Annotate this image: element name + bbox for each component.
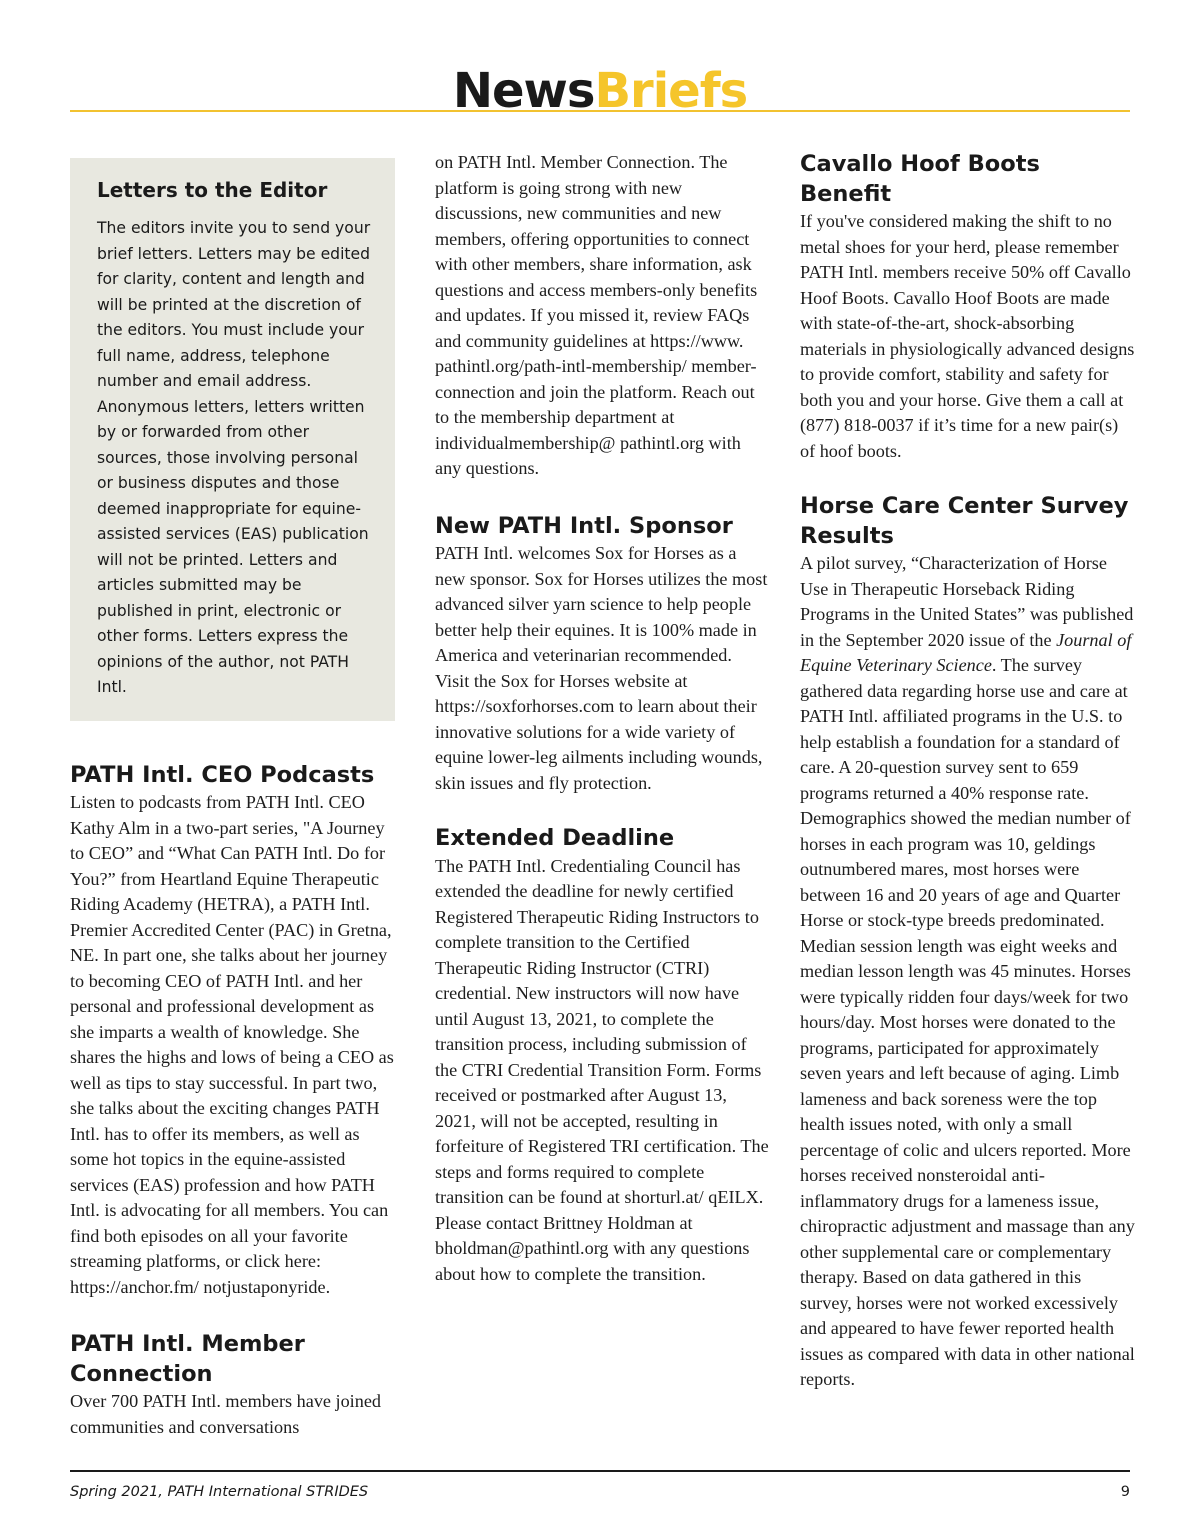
- deadline-body: The PATH Intl. Credentialing Council has extended the deadline for newly certified Registered Therapeutic Riding Instructors to complete transition to the Certified Therapeutic Riding Instructor (CTRI) credential. New instructors will now have until August 13, 2021, to complete the transition process, including submission of the CTRI Credential Transition Form. Forms received or postmarked after August 13, 2021, will not be accepted, resulting in forfeiture of Registered TRI certification. The steps and forms required to complete transition can be found at shorturl.at/ qEILX. Please contact Brittney Holdman at bholdman@pathintl.org with any questions about how to complete the transition.: [435, 855, 769, 1284]
- sponsor-heading: New PATH Intl. Sponsor: [435, 512, 733, 539]
- deadline-heading: Extended Deadline: [435, 825, 675, 851]
- footer-publication: Spring 2021, PATH International STRIDES: [70, 1484, 369, 1500]
- survey-journal-title: Journal of Equine Veterinary Science: [800, 629, 1132, 675]
- member-connection-heading: PATH Intl. Member Connection: [70, 1331, 305, 1387]
- survey-body-intro: A pilot survey, “Characterization of Horse Use in Therapeutic Horseback Riding Programs in the United States” was published in the September 2020 issue of the: [800, 553, 1134, 650]
- column-right: [800, 150, 1135, 1393]
- cavallo-heading: Cavallo Hoof Boots Benefit: [800, 151, 1040, 207]
- masthead: [70, 62, 1130, 119]
- survey-body-rest: . The survey gathered data regarding horse use and care at PATH Intl. affiliated programs in the U.S. to help establish a foundation for a standard of care. A 20-question survey sent to 659 programs returned a 40% response rate. Demographics showed the median number of horses in each program was 10, geldings outnumbered mares, most horses were between 16 and 20 years of age and Quarter Horse or stock-type breeds predominated. Median session length was eight weeks and median lesson length was 45 minutes. Horses were typically ridden four days/week for two hours/day. Most horses were donated to the programs, participated for approximately seven years and left because of aging. Limb lameness and back soreness were the top health issues noted, with only a small percentage of colic and ulcers reported. More horses received nonsteroidal anti-inflammatory drugs for a lameness issue, chiropractic adjustment and massage than any other supplemental care or complementary therapy. Based on data gathered in this survey, horses were not worked excessively and appeared to have fewer reported health issues as compared with data in other national reports.: [800, 655, 1135, 1389]
- letters-heading: Letters to the Editor: [97, 178, 328, 202]
- title-briefs: Briefs: [594, 63, 748, 119]
- podcasts-body: Listen to podcasts from PATH Intl. CEO Kathy Alm in a two-part series, "A Journey to CEO” and “What Can PATH Intl. Do for You?” from Heartland Equine Therapeutic Riding Academy (HETRA), a PATH Intl. Premier Accredited Center (PAC) in Gretna, NE. In part one, she talks about her journey to becoming CEO of PATH Intl. and her personal and professional development as she imparts a wealth of knowledge. She shares the highs and lows of being a CEO as well as tips to stay successful. In part two, she talks about the exciting changes PATH Intl. has to offer its members, as well as some hot topics in the equine-assisted services (EAS) profession and how PATH Intl. is advocating for all members. You can find both episodes on all your favorite streaming platforms, or click here: https://anchor.fm/ notjustaponyride.: [70, 792, 394, 1297]
- section-new-sponsor: [435, 512, 770, 797]
- section-extended-deadline: [435, 824, 770, 1287]
- survey-body: [800, 551, 1135, 1393]
- section-horse-care-survey: [800, 492, 1135, 1393]
- sponsor-body: PATH Intl. welcomes Sox for Horses as a new sponsor. Sox for Horses utilizes the most advanced silver yarn science to help people better help their equines. It is 100% made in America and veterinarian recommended. Visit the Sox for Horses website at https://soxforhorses.com to learn about their innovative solutions for a wide variety of equine lower-leg ailments including wounds, skin issues and fly protection.: [435, 543, 768, 793]
- podcasts-heading: PATH Intl. CEO Podcasts: [70, 761, 375, 788]
- section-member-connection: [70, 1330, 402, 1440]
- cavallo-body: If you've considered making the shift to no metal shoes for your herd, please remember PATH Intl. members receive 50% off Cavallo Hoof Boots. Cavallo Hoof Boots are made with state-of-the-art, shock-absorbing materials in physiologically advanced designs to provide comfort, stability and safety for both you and your horse. Give them a call at (877) 818-0037 if it’s time for a new pair(s) of hoof boots.: [800, 211, 1135, 461]
- section-ceo-podcasts: [70, 761, 402, 1301]
- column-left: [70, 150, 402, 1440]
- member-connection-body-part2: on PATH Intl. Member Connection. The platform is going strong with new discussions, new communities and new members, offering opportunities to connect with other members, share information, ask questions and access members-only benefits and updates. If you missed it, review FAQs and community guidelines at https://www. pathintl.org/path-intl-membership/ member-connection and join the platform. Reach out to the membership department at individualmembership@ pathintl.org with any questions.: [435, 152, 758, 478]
- letters-body: The editors invite you to send your brief letters. Letters may be edited for clarity, content and length and will be printed at the discretion of the editors. You must include your full name, address, telephone number and email address. Anonymous letters, letters written by or forwarded from other sources, those involving personal or business disputes and those deemed inappropriate for equine-assisted services (EAS) publication will not be printed. Letters and articles submitted may be published in print, electronic or other forms. Letters express the opinions of the author, not PATH Intl.: [97, 219, 371, 696]
- section-member-connection-continued: [435, 150, 770, 482]
- column-middle: [435, 150, 770, 1287]
- letters-to-editor-box: [70, 158, 395, 721]
- section-cavallo: [800, 150, 1135, 464]
- survey-heading: Horse Care Center Survey Results: [800, 493, 1129, 549]
- member-connection-body-part1: Over 700 PATH Intl. members have joined communities and conversations: [70, 1391, 381, 1437]
- footer-rule: [70, 1470, 1130, 1472]
- title-news: News: [452, 63, 595, 119]
- page-title: [447, 62, 753, 120]
- page-number: 9: [1120, 1484, 1130, 1500]
